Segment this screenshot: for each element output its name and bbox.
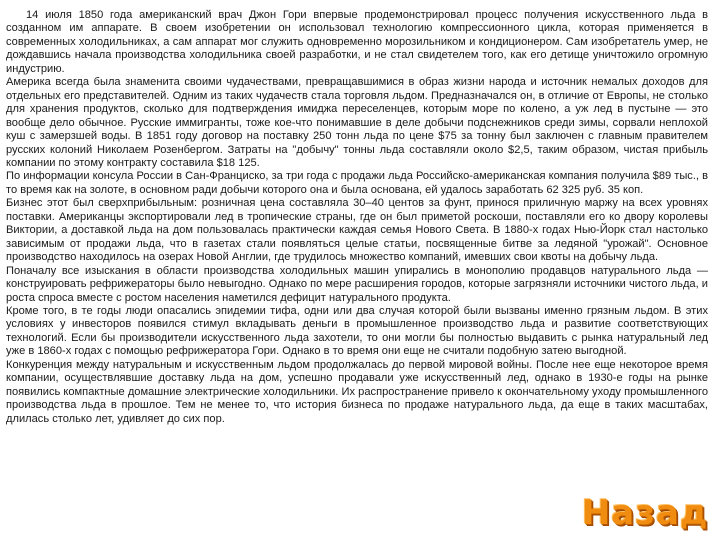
- paragraph-typhus: Кроме того, в те годы люди опасались эпидемии тифа, одни или два случая которой были вызваны именно грязным льдом. В этих условиях у инвесторов появился стимул вкладывать деньги в промышленное производство льда и развитие соответствующих технологий. Если бы производители искусственного льда захотели, то они могли бы полностью выдавить с рынка натуральный лед уже в 1860-х годах с помощью рефрижератора Гори. Однако в то время они еще не считали подобную затею выгодной.: [6, 304, 708, 358]
- back-button[interactable]: Назад: [581, 493, 709, 533]
- paragraph-ice-trade: Америка всегда была знаменита своими чудачествами, превращавшимися в образ жизни народа и источник немалых доходов для отдельных его представителей. Одним из таких чудачеств стала торговля льдом. Предназначался он, в отличие от Европы, не столько для хранения продуктов, сколько для подтверждения имиджа переселенцев, которым море по колено, а уж лед в пустыне — это вообще дело обычное. Русские иммигранты, тоже кое-что понимавшие в деле добычи подснежников среди зимы, сорвали неплохой куш с замерзшей воды. В 1851 году договор на поставку 250 тонн льда по цене $75 за тонну был заключен с главным правителем русских колоний Николаем Розенбергом. Затраты на "добычу" тонны льда составляли около $2,5, таким образом, чистая прибыль компании по этому контракту составила $18 125.: [6, 76, 708, 169]
- article-body: [6, 9, 708, 426]
- paragraph-monopoly: Поначалу все изыскания в области производства холодильных машин упирались в монополию продавцов натурального льда — конструировать рефрижераторы было невыгодно. Однако по мере расширения городов, которые загрязняли источники чистого льда, и роста спроса вместе с ростом населения наметился дефицит натурального продукта.: [6, 264, 708, 304]
- paragraph-business: Бизнес этот был сверхприбыльным: розничная цена составляла 30–40 центов за фунт, принося приличную маржу на всех уровнях поставки. Американцы экспортировали лед в тропические страны, где он был приметой роскоши, поставляли его ко двору королевы Виктории, а доставкой льда на дом пользовалась практически каждая семья Нового Света. В 1880-х годах Нью-Йорк стал настолько зависимым от продажи льда, что в газетах стали появляться целые статьи, посвященные битве за ледяной "урожай". Основное производство находилось на озерах Новой Англии, где трудилось множество компаний, имевших свои квоты на добычу льда.: [6, 197, 708, 264]
- paragraph-consul-info: По информации консула России в Сан-Франциско, за три года с продажи льда Российско-американская компания получила $89 тыс., в то время как на золоте, в основном ради добычи которого она и была основана, ей удалось заработать 62 325 руб. 35 коп.: [6, 170, 708, 196]
- paragraph-intro: 14 июля 1850 года американский врач Джон Гори впервые продемонстрировал процесс получения искусственного льда в созданном им аппарате. В своем изобретении он использовал технологию компрессионного цикла, которая применяется в современных холодильниках, а сам аппарат мог служить одновременно морозильником и кондиционером. Сам изобретатель умер, не дождавшись начала производства холодильника своей разработки, и не стал свидетелем того, как его детище уничтожило огромную индустрию.: [6, 9, 708, 75]
- paragraph-competition: Конкуренция между натуральным и искусственным льдом продолжалась до первой мировой войны. После нее еще некоторое время компании, осуществлявшие доставку льда на дом, успешно продавали уже искусственный лед, однако в 1930-е годы на рынке появились компактные домашние электрические холодильники. Их распространение привело к окончательному уходу промышленного производства льда в прошлое. Тем не менее то, что история бизнеса по продаже натурального льда, да еще в таких масштабах, длилась столько лет, удивляет до сих пор.: [6, 358, 708, 425]
